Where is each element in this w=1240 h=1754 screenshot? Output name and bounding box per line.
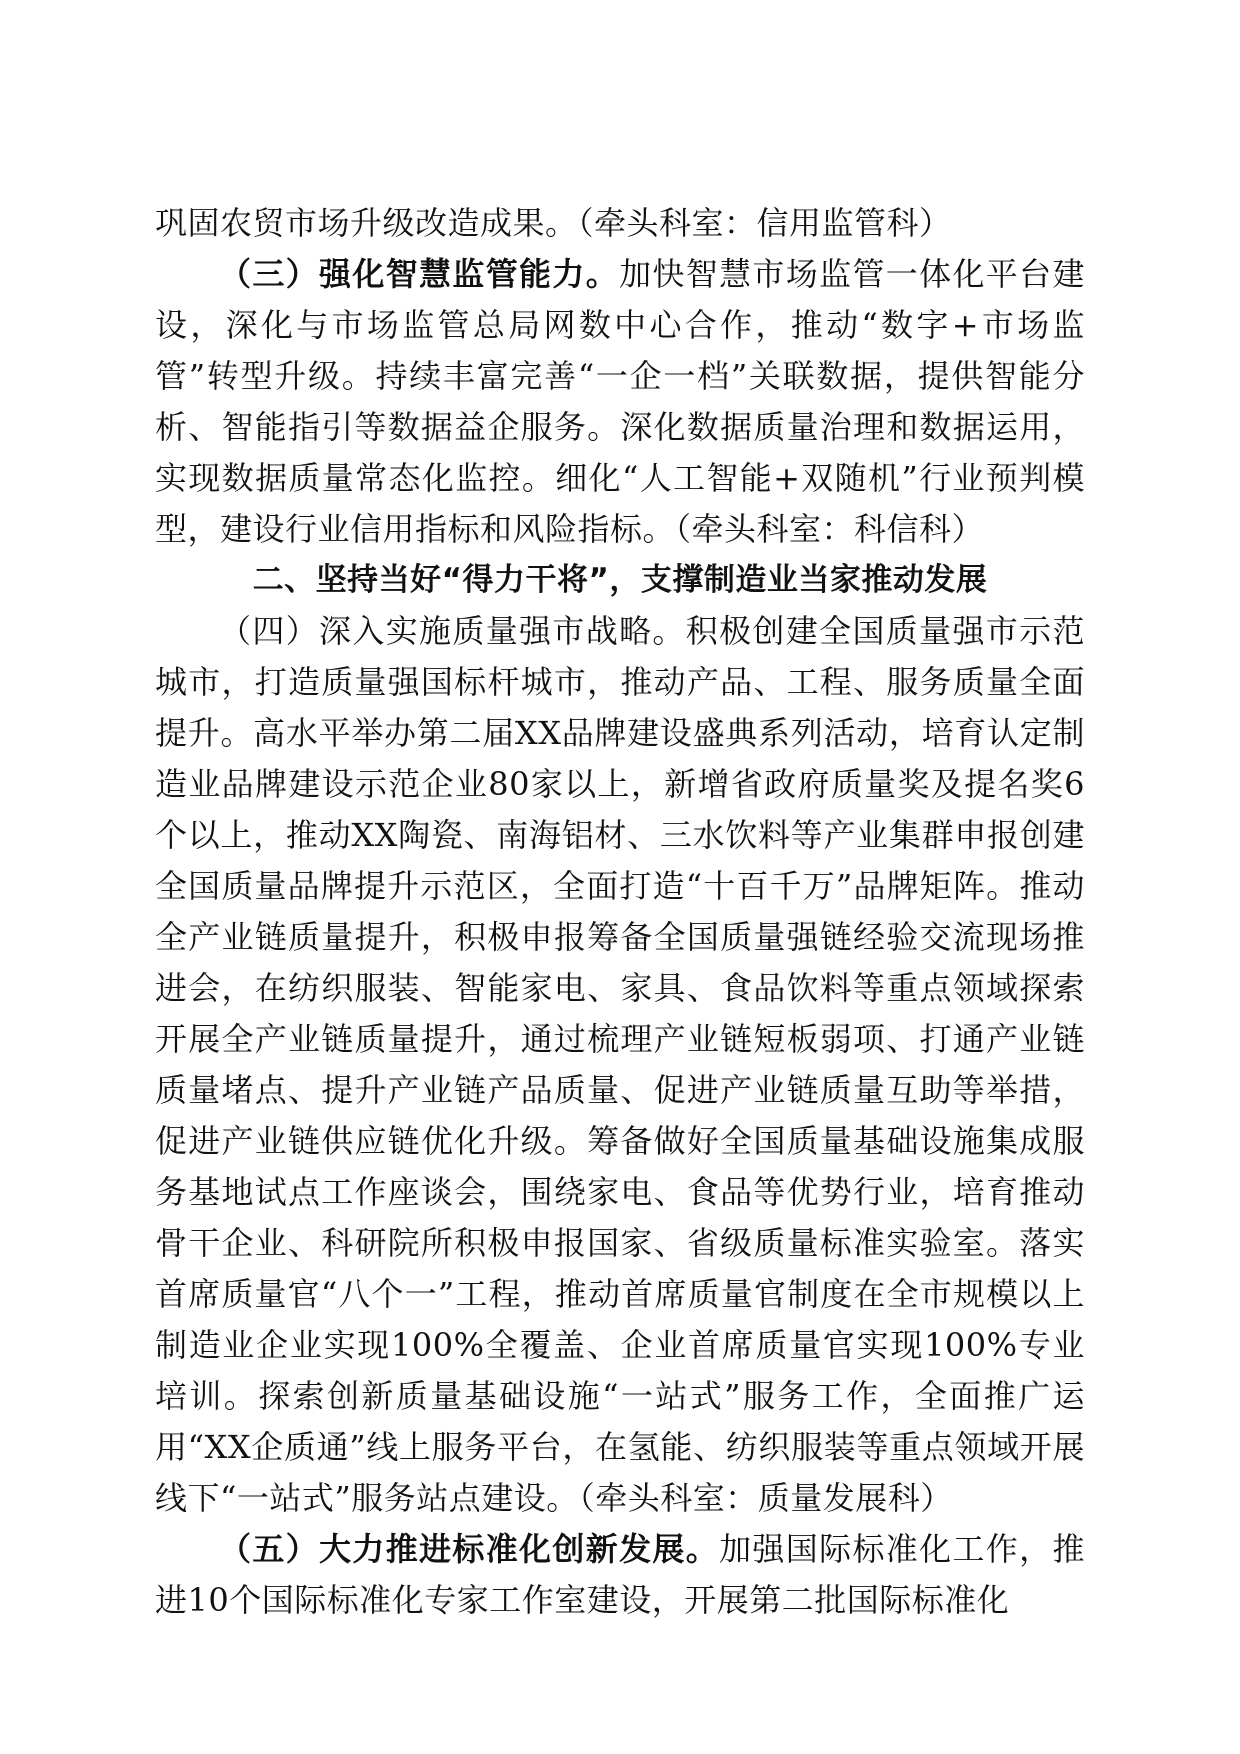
paragraph-lead: （五）大力推进标准化创新发展。 [219,1530,720,1568]
document-page [155,198,1085,1626]
paragraph-text: 巩固农贸市场升级改造成果。（牵头科室：信用监管科） [155,204,952,242]
paragraph-continuation [155,198,1085,249]
paragraph-text: 加快智慧市场监管一体化平台建设，深化与市场监管总局网数中心合作，推动“数字+市场监管”转型升级。持续丰富完善“一企一档”关联数据，提供智能分析、智能指引等数据益企服务。深化数据质量治理和数据运用，实现数据质量常态化监控。细化“人工智能+双随机”行业预判模型，建设行业信用指标和风险指标。（牵头科室：科信科） [155,255,1085,548]
paragraph-text: （四）深入实施质量强市战略。积极创建全国质量强市示范城市，打造质量强国标杆城市，推动产品、工程、服务质量全面提升。高水平举办第二届XX品牌建设盛典系列活动，培育认定制造业品牌建设示范企业80家以上，新增省政府质量奖及提名奖6个以上，推动XX陶瓷、南海铝材、三水饮料等产业集群申报创建全国质量品牌提升示范区，全面打造“十百千万”品牌矩阵。推动全产业链质量提升，积极申报筹备全国质量强链经验交流现场推进会，在纺织服装、智能家电、家具、食品饮料等重点领域探索开展全产业链质量提升，通过梳理产业链短板弱项、打通产业链质量堵点、提升产业链产品质量、促进产业链质量互助等举措，促进产业链供应链优化升级。筹备做好全国质量基础设施集成服务基地试点工作座谈会，围绕家电、食品等优势行业，培育推动骨干企业、科研院所积极申报国家、省级质量标准实验室。落实首席质量官“八个一”工程，推动首席质量官制度在全市规模以上制造业企业实现100%全覆盖、企业首席质量官实现100%专业培训。探索创新质量基础设施“一站式”服务工作，全面推广运用“XX企质通”线上服务平台，在氢能、纺织服装等重点领域开展线下“一站式”服务站点建设。（牵头科室：质量发展科） [155,612,1085,1517]
paragraph-quality-strategy [155,606,1085,1524]
paragraph-lead: （三）强化智慧监管能力。 [219,255,620,293]
section-heading: 二、坚持当好“得力干将”，支撑制造业当家推动发展 [252,562,988,598]
paragraph-text: 加强国际标准化工作，推进10个国际标准化专家工作室建设，开展第二批国际标准化 [155,1530,1085,1619]
paragraph-smart-supervision [155,249,1085,555]
paragraph-standardization [155,1524,1085,1626]
